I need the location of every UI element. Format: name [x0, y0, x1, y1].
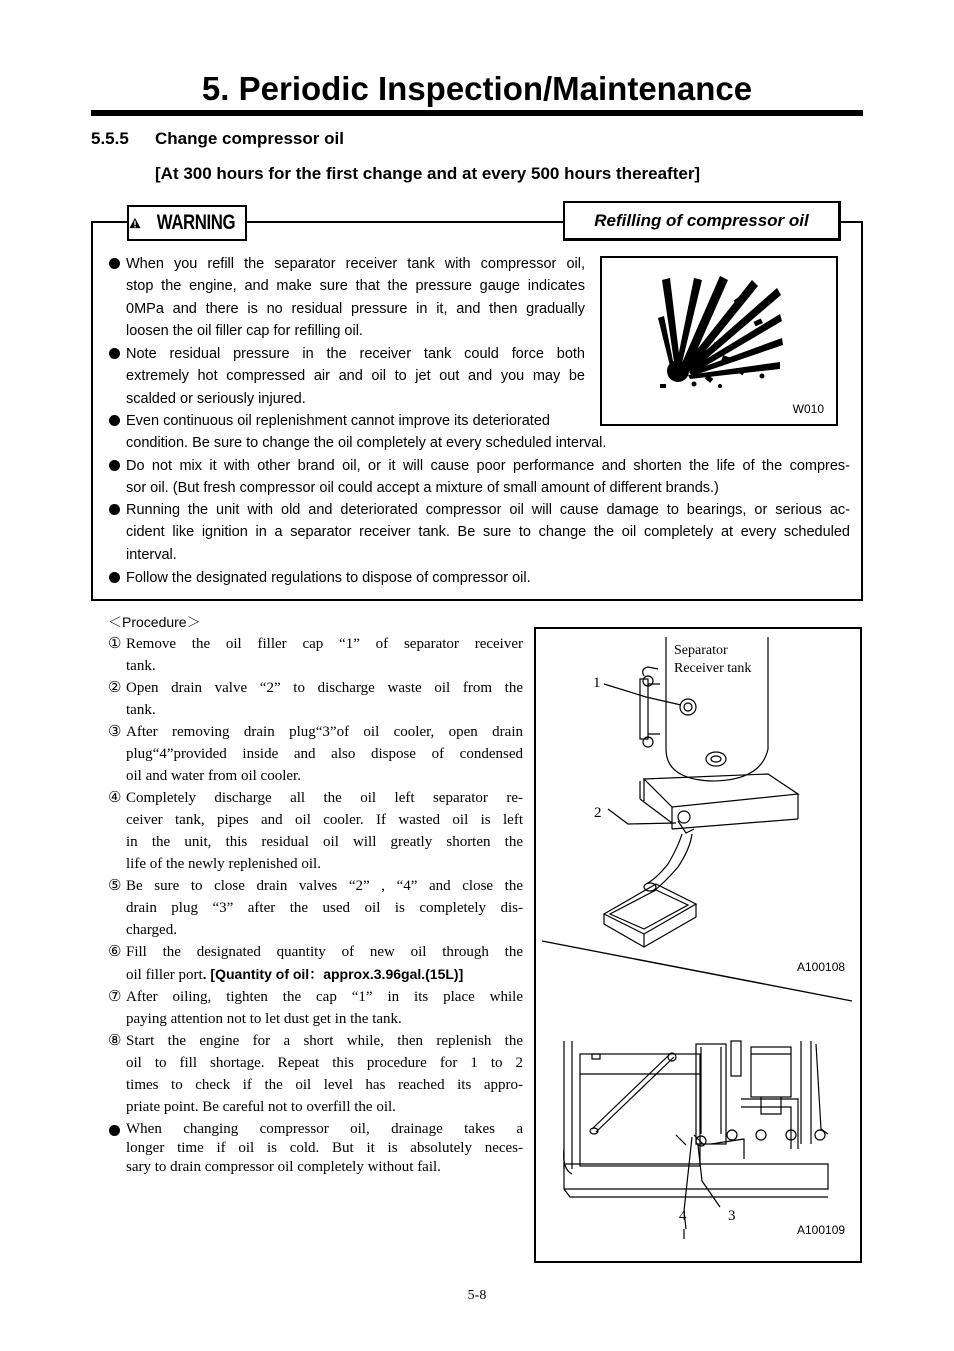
warning-label	[127, 205, 247, 241]
procedure-step: ③ After removing drain plug“3”of oil cooler, open drain plug“4”provided inside and also dispose of condensed oil and water from oil cooler.	[108, 724, 523, 784]
explosion-icon	[602, 258, 836, 424]
section-heading	[91, 129, 344, 149]
procedure-step: ④ Completely discharge all the oil left separator re- ceiver tank, pipes and oil cooler. If wasted oil is left in the unit, this residual oil will greatly shorten the life of the newly replenished oil.	[108, 790, 523, 872]
bullet-dot-icon	[109, 415, 120, 426]
bullet-dot-icon	[109, 504, 120, 515]
page-number: 5-8	[467, 1288, 487, 1303]
procedure-step: ② Open drain valve “2” to discharge waste oil from the tank.	[108, 680, 523, 718]
warning-bullet: Even continuous oil replenishment cannot improve its deteriorated condition. Be sure to change the oil completely at every scheduled interval.	[126, 410, 686, 455]
procedure-step: ① Remove the oil filler cap “1” of separator receiver tank.	[108, 636, 523, 674]
warning-bullet: Running the unit with old and deteriorated compressor oil will cause damage to bearings, or serious ac- cident like ignition in a separator receiver tank. Be sure to change the oil completely at every scheduled interval.	[126, 499, 850, 566]
warning-bullet: When you refill the separator receiver tank with compressor oil, stop the engine, and make sure that the pressure gauge indicates 0MPa and there is no residual pressure in it, and then gradually loosen the oil filler cap for refilling oil.	[126, 253, 585, 342]
oil-quantity: . [Quantity of oil：approx.3.96gal.(15L)]	[202, 966, 464, 982]
section-title: Change compressor oil	[155, 129, 344, 148]
figure-label-1: 1	[593, 675, 601, 691]
warning-bullet: Note residual pressure in the receiver tank could force both extremely hot compressed air and oil to jet out and you may be scalded or seriously injured.	[126, 343, 585, 410]
procedure-step: ⑥ Fill the designated quantity of new oil through the oil filler port. [Quantity of oil：approx.3.96gal.(15L)]	[108, 944, 523, 983]
warning-triangle-icon	[129, 211, 141, 235]
procedure-note: When changing compressor oil, drainage takes a longer time if oil is cold. But it is absolutely neces- sary to drain compressor oil completely without fail.	[108, 1120, 523, 1177]
bullet-dot-icon	[109, 258, 120, 269]
page-title: 5. Periodic Inspection/Maintenance	[201, 70, 753, 107]
figure-label-4: 4	[679, 1208, 687, 1224]
procedure	[108, 611, 523, 1177]
warning-topic: Refilling of compressor oil	[563, 201, 841, 241]
figure-box	[534, 627, 862, 1263]
warning-bullet: Follow the designated regulations to dispose of compressor oil.	[126, 567, 850, 589]
bullet-dot-icon	[109, 348, 120, 359]
explosion-pictogram	[600, 256, 838, 426]
figure-label-2: 2	[594, 805, 602, 821]
figure-code-bottom: A100109	[797, 1223, 846, 1237]
separator-tank-drawing	[536, 629, 860, 1261]
section-number: 5.5.5	[91, 129, 129, 148]
bullet-dot-icon	[109, 572, 120, 583]
figure-caption: Separator Receiver tank	[674, 643, 752, 676]
warning-bullet: Do not mix it with other brand oil, or it will cause poor performance and shorten the life of the compres- sor oil. (But fresh compressor oil could accept a mixture of small amount of different brands.)	[126, 455, 850, 500]
procedure-header: ＜Procedure＞	[108, 614, 201, 630]
procedure-step: ⑦ After oiling, tighten the cap “1” in its place while paying attention not to let dust get in the tank.	[108, 989, 523, 1027]
title-rule	[91, 110, 863, 116]
warning-text: WARNING	[156, 211, 236, 234]
bullet-dot-icon	[109, 460, 120, 471]
bullet-dot-icon	[109, 1125, 120, 1136]
warning-image-code: W010	[792, 402, 824, 416]
figure-code-top: A100108	[797, 960, 846, 974]
procedure-step: ⑧ Start the engine for a short while, then replenish the oil to fill shortage. Repeat this procedure for 1 to 2 times to check if the oil level has reached its appro- priate point. Be careful not to overfill the oil.	[108, 1033, 523, 1115]
procedure-step: ⑤ Be sure to close drain valves “2” , “4” and close the drain plug “3” after the used oil is completely dis- charged.	[108, 878, 523, 938]
section-subtitle: [At 300 hours for the first change and at every 500 hours thereafter]	[155, 164, 701, 183]
figure-label-3: 3	[728, 1208, 736, 1224]
